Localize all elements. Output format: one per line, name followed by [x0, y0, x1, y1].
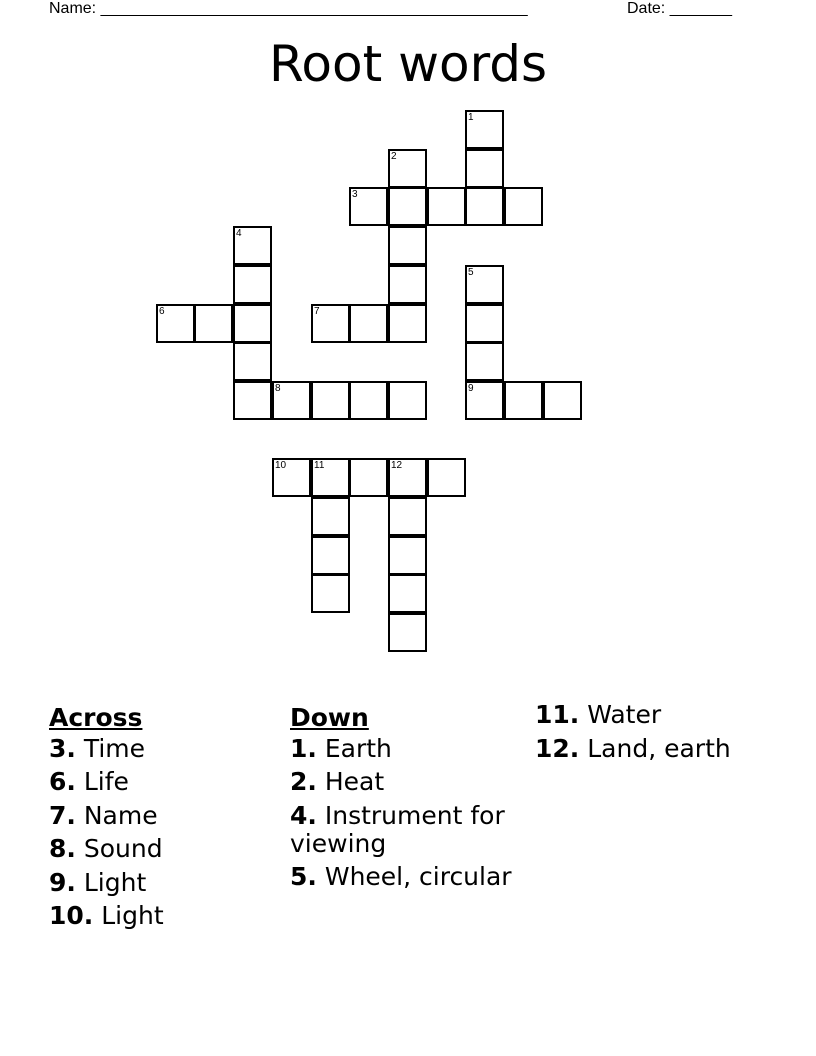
clue-across-10: 10. Light [49, 901, 164, 930]
clue-number: 10 [275, 460, 287, 471]
grid-cell[interactable] [388, 497, 427, 536]
grid-cell[interactable] [388, 304, 427, 343]
down-clues [290, 701, 520, 897]
clue-across-6: 6. Life [49, 767, 129, 796]
grid-cell[interactable] [504, 381, 543, 420]
grid-cell[interactable] [311, 381, 350, 420]
date-field-label: Date: _______ [627, 0, 732, 17]
grid-cell[interactable] [388, 187, 427, 226]
grid-cell[interactable] [311, 536, 350, 575]
clue-number: 7 [314, 306, 320, 317]
down-clues-continued [535, 701, 731, 768]
down-heading: Down [290, 703, 369, 732]
grid-cell[interactable] [233, 265, 272, 304]
clue-down-1: 1. Earth [290, 733, 392, 763]
grid-cell[interactable] [311, 304, 350, 343]
across-heading: Across [49, 703, 143, 732]
grid-cell[interactable] [465, 342, 504, 381]
grid-cell[interactable] [233, 304, 272, 343]
clue-down-4: 4. Instrument for viewing [290, 800, 505, 858]
grid-cell[interactable] [272, 381, 311, 420]
grid-cell[interactable] [504, 187, 543, 226]
grid-cell[interactable] [388, 381, 427, 420]
clue-down-5: 5. Wheel, circular [290, 862, 512, 891]
page-title: Root words [268, 35, 548, 93]
across-clues [49, 701, 164, 936]
grid-cell[interactable] [465, 265, 504, 304]
grid-cell[interactable] [388, 613, 427, 652]
grid-cell[interactable] [311, 497, 350, 536]
grid-cell[interactable] [465, 149, 504, 188]
clue-number: 2 [391, 151, 397, 162]
clue-across-8: 8. Sound [49, 834, 163, 863]
grid-cell[interactable] [388, 458, 427, 497]
clue-number: 1 [468, 112, 474, 123]
clue-number: 8 [275, 383, 281, 394]
clue-number: 11 [314, 460, 325, 471]
grid-cell[interactable] [233, 381, 272, 420]
clue-number: 12 [391, 460, 403, 471]
name-field-label: Name: ________________________________________________ [49, 0, 528, 17]
clue-number: 9 [468, 383, 474, 394]
clue-down-11: 11. Water [535, 700, 662, 729]
grid-cell[interactable] [349, 304, 388, 343]
grid-cell[interactable] [349, 458, 388, 497]
grid-cell[interactable] [465, 381, 504, 420]
grid-cell[interactable] [311, 574, 350, 613]
clue-down-2: 2. Heat [290, 767, 385, 796]
grid-cell[interactable] [427, 187, 466, 226]
grid-cell[interactable] [311, 458, 350, 497]
grid-cell[interactable] [388, 226, 427, 265]
grid-cell[interactable] [272, 458, 311, 497]
clue-number: 5 [468, 267, 474, 278]
grid-cell[interactable] [349, 381, 388, 420]
grid-cell[interactable] [156, 304, 195, 343]
grid-cell[interactable] [388, 265, 427, 304]
grid-cell[interactable] [427, 458, 466, 497]
clue-number: 4 [236, 228, 242, 239]
clue-number: 6 [159, 306, 165, 317]
grid-cell[interactable] [465, 187, 504, 226]
grid-cell[interactable] [543, 381, 582, 420]
grid-cell[interactable] [388, 149, 427, 188]
grid-cell[interactable] [233, 342, 272, 381]
clue-across-3: 3. Time [49, 733, 146, 763]
clue-down-12: 12. Land, earth [535, 733, 731, 763]
grid-cell[interactable] [388, 574, 427, 613]
clue-across-9: 9. Light [49, 867, 147, 897]
clue-across-7: 7. Name [49, 800, 158, 830]
grid-cell[interactable] [465, 304, 504, 343]
grid-cell[interactable] [388, 536, 427, 575]
grid-cell[interactable] [233, 226, 272, 265]
clue-number: 3 [352, 189, 358, 200]
grid-cell[interactable] [194, 304, 233, 343]
grid-cell[interactable] [349, 187, 388, 226]
grid-cell[interactable] [465, 110, 504, 149]
